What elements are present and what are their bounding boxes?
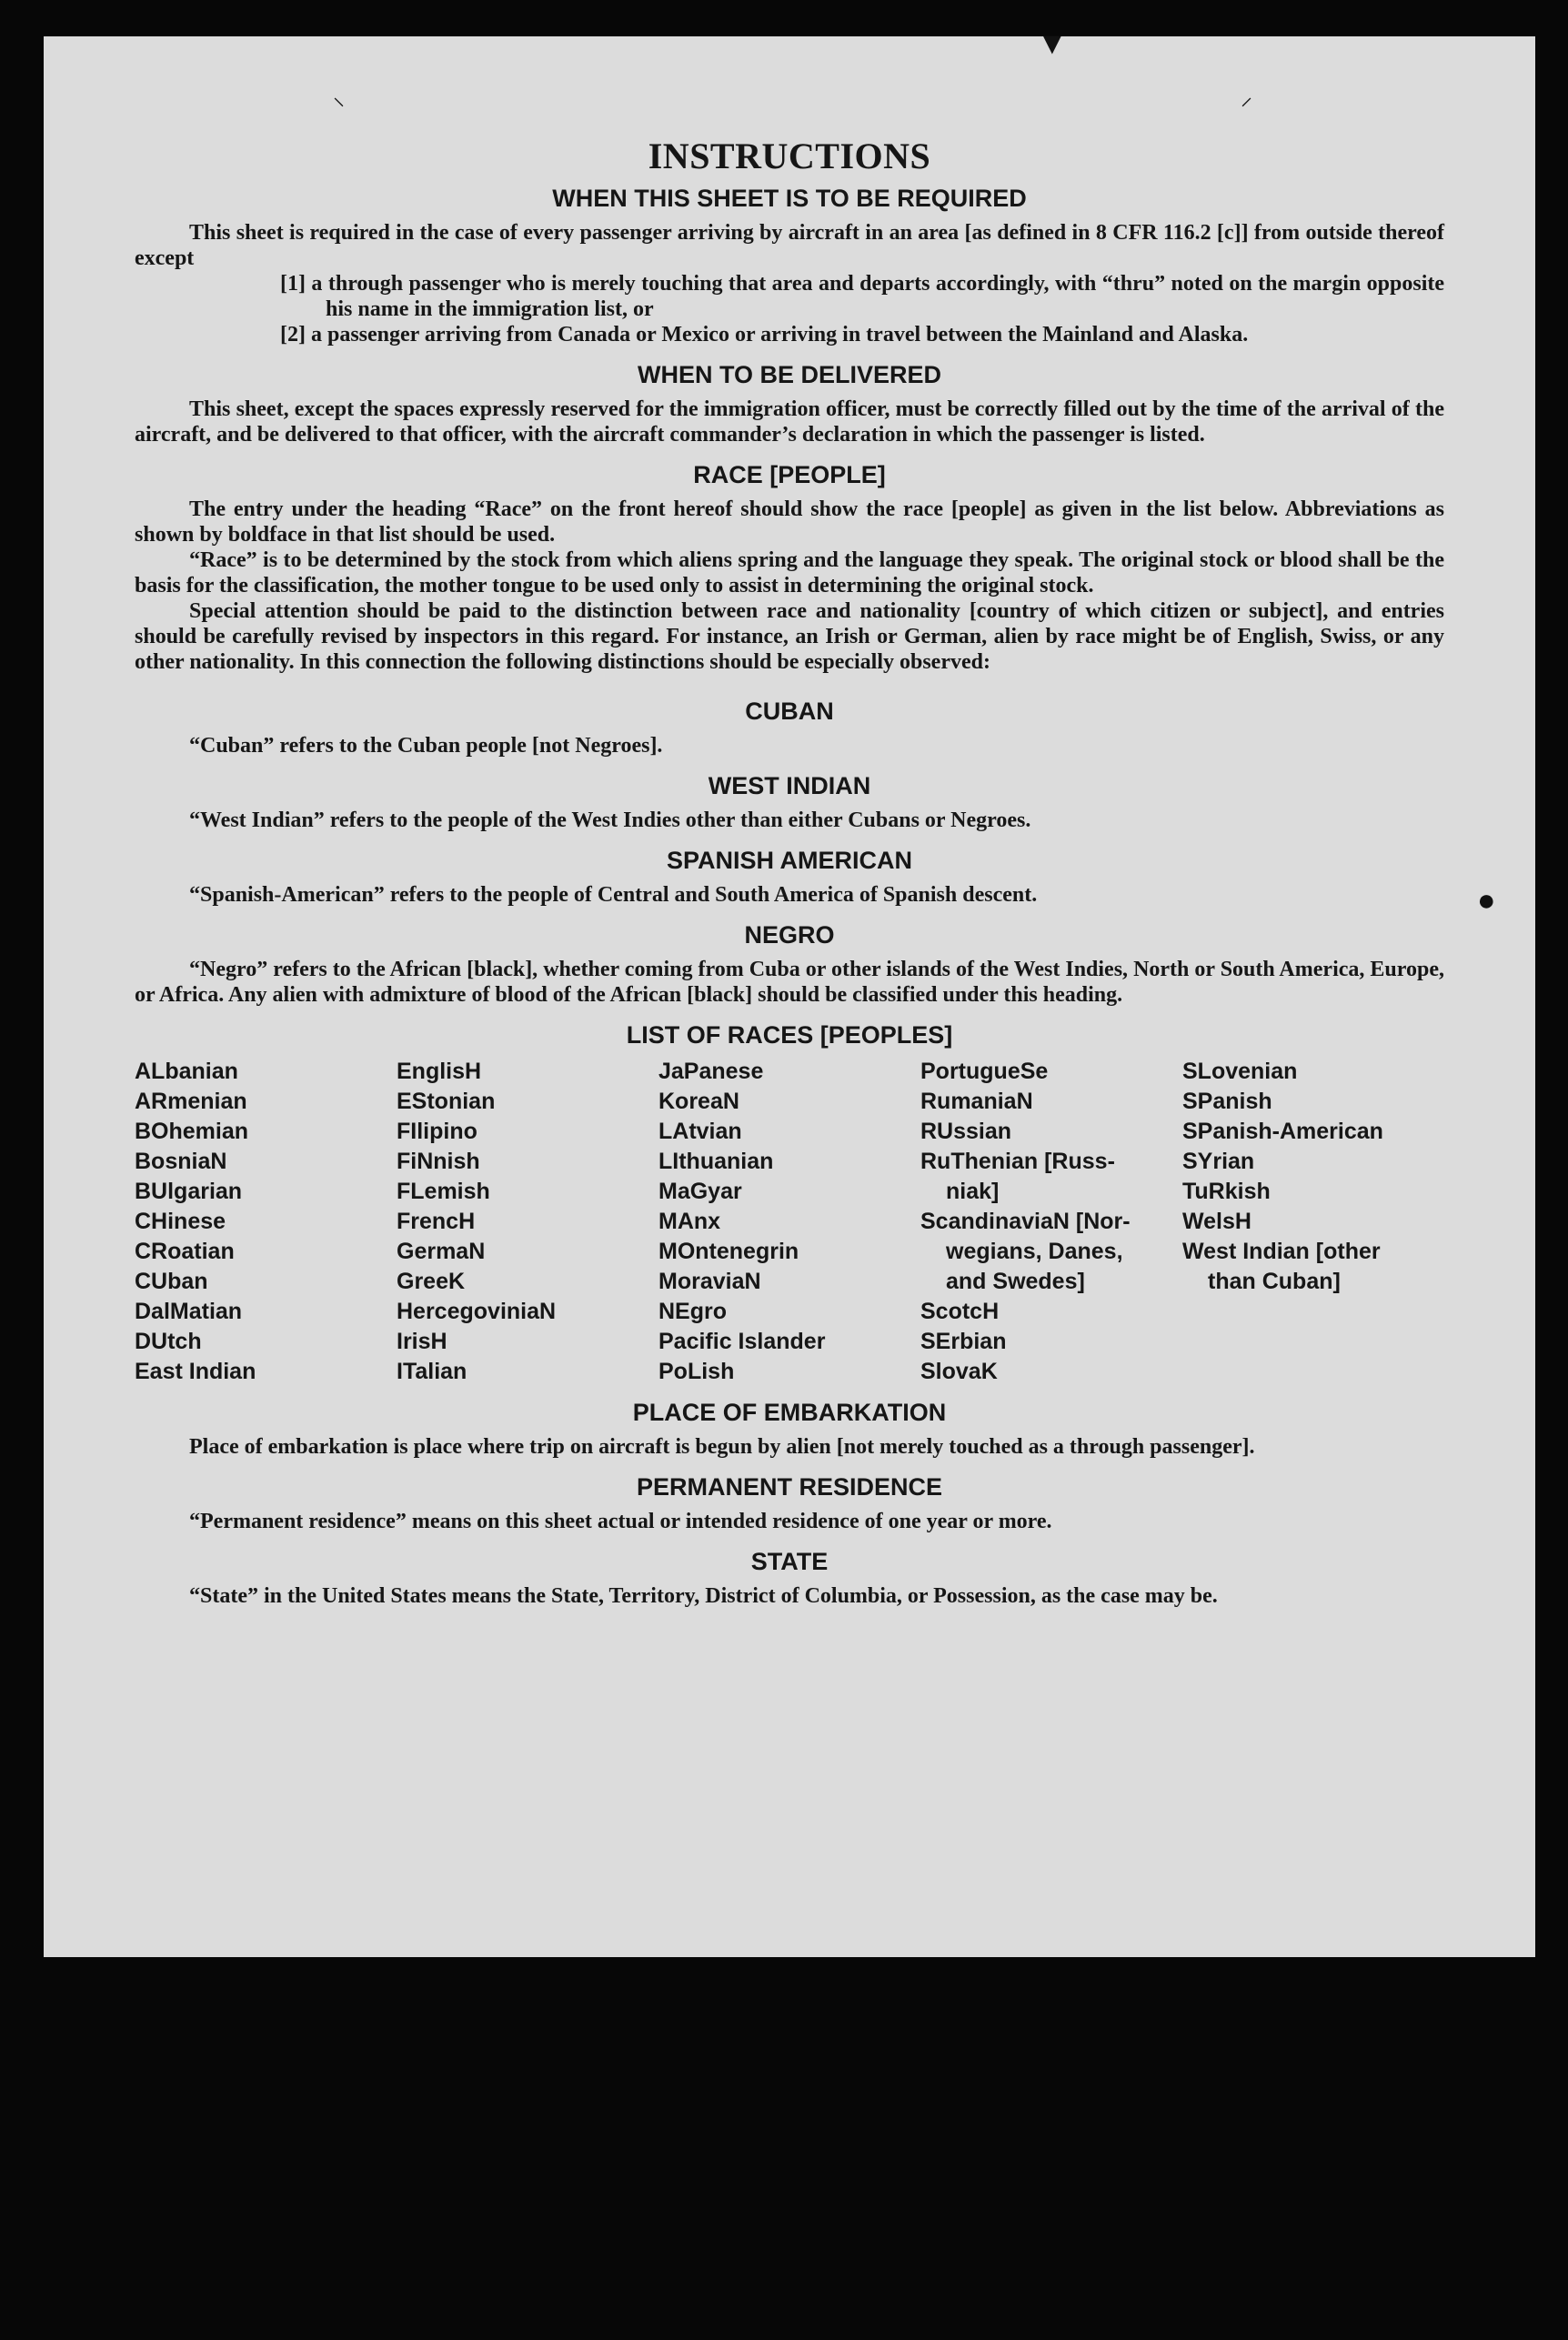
race-entry: MaGyar bbox=[658, 1179, 742, 1204]
race-entry: ScandinaviaN [Nor- bbox=[920, 1209, 1131, 1234]
race-entry: BosniaN bbox=[135, 1149, 227, 1174]
race-entry: JaPanese bbox=[658, 1059, 764, 1084]
race-entry: PortugueSe bbox=[920, 1059, 1049, 1084]
race-entry: ITalian bbox=[397, 1359, 467, 1384]
race-paragraph: Special attention should be paid to the distinction between race and nationality [country of which citizen or subject], and entries should be carefully revised by inspectors in this regard. For instance, an Irish or German, alien by race might be of English, Swiss, or any other nationality. In this connection the following distinctions should be especially observed: bbox=[135, 599, 1444, 674]
heading-negro: NEGRO bbox=[744, 921, 835, 949]
race-entry: MOntenegrin bbox=[658, 1239, 799, 1264]
race-entry: ScotcH bbox=[920, 1299, 1000, 1324]
race-entry: West Indian [other bbox=[1182, 1239, 1381, 1264]
race-list bbox=[135, 1057, 1444, 1387]
cuban-text: “Cuban” refers to the Cuban people [not Negroes]. bbox=[189, 734, 663, 758]
required-item-1: [1] a through passenger who is merely touching that area and departs accordingly, with “thru” noted on the margin opposite his name in the immigration list, or bbox=[280, 272, 1444, 321]
required-intro: This sheet is required in the case of every passenger arriving by aircraft in an area [as defined in 8 CFR 116.2 [c]] from outside thereof except bbox=[135, 221, 1444, 270]
heading-race: RACE [PEOPLE] bbox=[693, 461, 886, 488]
race-entry: RUssian bbox=[920, 1119, 1012, 1144]
race-entry: Pacific Islander bbox=[658, 1329, 826, 1354]
race-entry: SlovaK bbox=[920, 1359, 998, 1384]
race-entry: EnglisH bbox=[397, 1059, 482, 1084]
race-entry: than Cuban] bbox=[1208, 1269, 1341, 1294]
ink-mark: ▼ bbox=[1037, 27, 1068, 61]
race-entry: DalMatian bbox=[135, 1299, 243, 1324]
ink-mark: ⸌ bbox=[333, 94, 346, 120]
ink-mark: ● bbox=[1477, 884, 1496, 918]
race-entry: IrisH bbox=[397, 1329, 447, 1354]
race-entry: CHinese bbox=[135, 1209, 226, 1234]
race-entry: ARmenian bbox=[135, 1089, 247, 1114]
race-entry: SErbian bbox=[920, 1329, 1007, 1354]
race-column bbox=[135, 1057, 397, 1387]
heading-spanish-american: SPANISH AMERICAN bbox=[666, 847, 912, 874]
race-entry: wegians, Danes, bbox=[946, 1239, 1123, 1264]
heading-delivered: WHEN TO BE DELIVERED bbox=[637, 361, 942, 388]
race-entry: and Swedes] bbox=[946, 1269, 1085, 1294]
race-entry: TuRkish bbox=[1182, 1179, 1271, 1204]
race-entry: BOhemian bbox=[135, 1119, 249, 1144]
required-item-2: [2] a passenger arriving from Canada or Mexico or arriving in travel between the Mainland and Alaska. bbox=[280, 323, 1249, 346]
race-entry: KoreaN bbox=[658, 1089, 739, 1114]
heading-list-of-races: LIST OF RACES [PEOPLES] bbox=[626, 1021, 953, 1049]
race-entry: GreeK bbox=[397, 1269, 466, 1294]
embarkation-text: Place of embarkation is place where trip on aircraft is begun by alien [not merely touched as a through passenger]. bbox=[189, 1435, 1255, 1459]
race-entry: FiNnish bbox=[397, 1149, 480, 1174]
heading-cuban: CUBAN bbox=[745, 698, 834, 725]
heading-permanent-residence: PERMANENT RESIDENCE bbox=[636, 1473, 943, 1501]
heading-required: WHEN THIS SHEET IS TO BE REQUIRED bbox=[552, 185, 1027, 212]
negro-text: “Negro” refers to the African [black], whether coming from Cuba or other islands of the West Indies, North or South America, Europe, or Africa. Any alien with admixture of blood of the African [black] should be classified under this heading. bbox=[135, 958, 1444, 1007]
race-entry: HercegoviniaN bbox=[397, 1299, 557, 1324]
race-entry: EStonian bbox=[397, 1089, 496, 1114]
race-entry: CUban bbox=[135, 1269, 208, 1294]
race-entry: WelsH bbox=[1182, 1209, 1251, 1234]
race-entry: SYrian bbox=[1182, 1149, 1255, 1174]
race-entry: SPanish-American bbox=[1182, 1119, 1383, 1144]
race-entry: NEgro bbox=[658, 1299, 727, 1324]
race-entry: FIlipino bbox=[397, 1119, 477, 1144]
race-column bbox=[920, 1057, 1182, 1387]
race-paragraph: The entry under the heading “Race” on the front hereof should show the race [people] as given in the list below. Abbreviations as shown by boldface in that list should be used. bbox=[135, 497, 1444, 547]
instructions-content bbox=[135, 135, 1444, 1609]
document-sheet bbox=[44, 27, 1535, 1957]
race-entry: BUlgarian bbox=[135, 1179, 243, 1204]
race-paragraph: “Race” is to be determined by the stock from which aliens spring and the language they speak. The original stock or blood shall be the basis for the classification, the mother tongue to be used only to assist in determining the original stock. bbox=[135, 548, 1444, 598]
race-entry: MAnx bbox=[658, 1209, 721, 1234]
race-entry: niak] bbox=[946, 1179, 1000, 1204]
race-entry: SLovenian bbox=[1182, 1059, 1298, 1084]
race-entry: East Indian bbox=[135, 1359, 256, 1384]
ink-mark: ⸍ bbox=[1241, 94, 1253, 120]
race-column bbox=[1182, 1057, 1444, 1387]
residence-text: “Permanent residence” means on this sheet actual or intended residence of one year or more. bbox=[189, 1510, 1052, 1533]
race-entry: FrencH bbox=[397, 1209, 476, 1234]
race-entry: DUtch bbox=[135, 1329, 202, 1354]
state-text: “State” in the United States means the State, Territory, District of Columbia, or Possession, as the case may be. bbox=[189, 1584, 1218, 1608]
heading-embarkation: PLACE OF EMBARKATION bbox=[632, 1399, 947, 1426]
west-indian-text: “West Indian” refers to the people of the West Indies other than either Cubans or Negroes. bbox=[189, 808, 1031, 832]
spanish-american-text: “Spanish-American” refers to the people of Central and South America of Spanish descent. bbox=[189, 883, 1038, 907]
race-entry: LAtvian bbox=[658, 1119, 742, 1144]
delivered-text: This sheet, except the spaces expressly reserved for the immigration officer, must be correctly filled out by the time of the arrival of the aircraft, and be delivered to that officer, with the aircraft commander’s declaration in which the passenger is listed. bbox=[135, 397, 1444, 447]
race-entry: MoraviaN bbox=[658, 1269, 761, 1294]
race-entry: LIthuanian bbox=[658, 1149, 774, 1174]
race-entry: GermaN bbox=[397, 1239, 486, 1264]
race-entry: RuThenian [Russ- bbox=[920, 1149, 1115, 1174]
race-entry: ALbanian bbox=[135, 1059, 238, 1084]
race-entry: CRoatian bbox=[135, 1239, 235, 1264]
race-column bbox=[658, 1057, 920, 1387]
race-entry: SPanish bbox=[1182, 1089, 1272, 1114]
page-title: INSTRUCTIONS bbox=[648, 136, 931, 176]
race-column bbox=[397, 1057, 658, 1387]
race-entry: RumaniaN bbox=[920, 1089, 1033, 1114]
heading-state: STATE bbox=[750, 1548, 829, 1575]
race-entry: PoLish bbox=[658, 1359, 735, 1384]
heading-west-indian: WEST INDIAN bbox=[708, 772, 871, 799]
race-entry: FLemish bbox=[397, 1179, 490, 1204]
